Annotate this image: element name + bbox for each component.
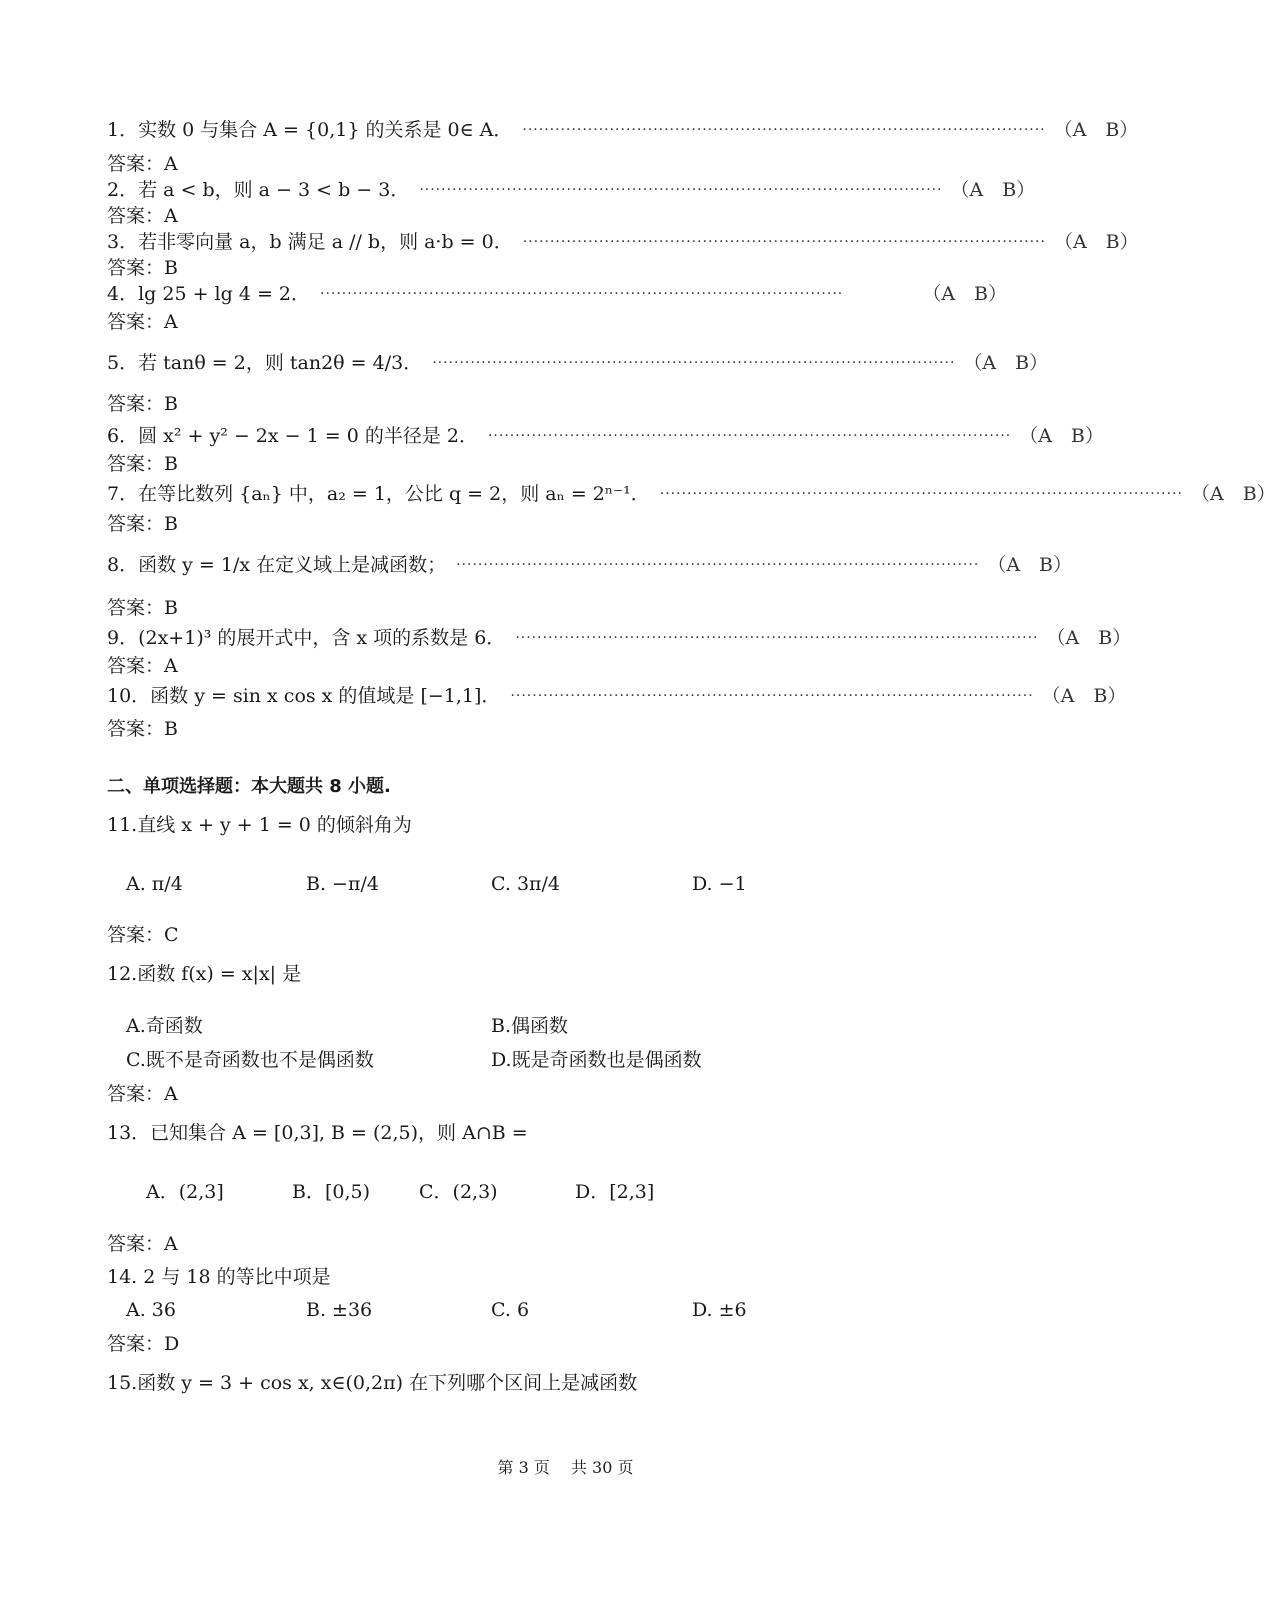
question-stem: 9．(2x+1)³ 的展开式中，含 x 项的系数是 6．: [107, 627, 506, 649]
q12-option-b: B.偶函数: [491, 1015, 569, 1037]
q11-option-c: C. 3π/4: [491, 873, 561, 895]
answer-7: 答案：B: [107, 513, 178, 535]
q13-option-c: C．(2,3): [419, 1181, 498, 1203]
tf-question-9: [107, 626, 1132, 650]
ab-choice: （A B）: [1046, 627, 1132, 649]
ab-choice: （A B）: [950, 179, 1036, 201]
question-stem: 5．若 tanθ = 2，则 tan2θ = 4/3．: [107, 352, 423, 374]
answer-5: 答案：B: [107, 393, 178, 415]
answer-3: 答案：B: [107, 257, 178, 279]
question-12-stem: 12.函数 f(x) = x|x| 是: [107, 963, 302, 985]
tf-question-6: [107, 424, 1104, 448]
q14-option-d: D. ±6: [692, 1299, 747, 1321]
tf-question-7: [107, 482, 1276, 506]
question-stem: 8．函数 y = 1/x 在定义域上是减函数；: [107, 554, 447, 576]
question-stem: 6．圆 x² + y² − 2x − 1 = 0 的半径是 2．: [107, 425, 478, 447]
q14-option-c: C. 6: [491, 1299, 530, 1321]
dot-leader: ································································································: [510, 688, 1034, 704]
q12-option-c: C.既不是奇函数也不是偶函数: [126, 1049, 374, 1071]
ab-choice: （A B）: [1190, 483, 1276, 505]
answer-1: 答案：A: [107, 153, 178, 175]
q14-option-a: A. 36: [126, 1299, 176, 1321]
dot-leader: ································································································: [659, 486, 1183, 502]
question-15-stem: 15.函数 y = 3 + cos x, x∈(0,2π) 在下列哪个区间上是减函数: [107, 1372, 638, 1394]
question-stem: 2．若 a < b，则 a − 3 < b − 3．: [107, 179, 410, 201]
q13-option-a: A．(2,3]: [146, 1181, 224, 1203]
question-stem: 10．函数 y = sin x cos x 的值域是 [−1,1]．: [107, 685, 501, 707]
question-11-stem: 11.直线 x + y + 1 = 0 的倾斜角为: [107, 814, 412, 836]
tf-question-1: [107, 118, 1139, 142]
section-heading: 二、单项选择题：本大题共 8 小题.: [107, 776, 391, 797]
q11-option-b: B. −π/4: [306, 873, 379, 895]
dot-leader: ································································································: [515, 630, 1039, 646]
dot-leader: ································································································: [456, 557, 980, 573]
answer-2: 答案：A: [107, 205, 178, 227]
tf-question-4: [107, 282, 1007, 306]
question-13-stem: 13．已知集合 A = [0,3], B = (2,5)，则 A∩B =: [107, 1122, 528, 1144]
dot-leader: ································································································: [432, 355, 956, 371]
dot-leader: ································································································: [522, 122, 1046, 138]
q11-option-a: A. π/4: [126, 873, 183, 895]
ab-choice: （A B）: [1019, 425, 1104, 447]
ab-choice: （A B）: [987, 554, 1073, 576]
ab-choice: （A B）: [963, 352, 1049, 374]
ab-choice: （A B）: [1053, 119, 1139, 141]
question-stem: 7．在等比数列 {aₙ} 中，a₂ = 1，公比 q = 2，则 aₙ = 2ⁿ⁻¹．: [107, 483, 650, 505]
q12-option-a: A.奇函数: [126, 1015, 203, 1037]
q14-option-b: B. ±36: [306, 1299, 373, 1321]
dot-leader: ································································································: [487, 428, 1012, 444]
q11-option-d: D. −1: [692, 873, 747, 895]
question-stem: 3．若非零向量 a，b 满足 a // b，则 a·b = 0．: [107, 231, 513, 253]
tf-question-8: [107, 553, 1073, 577]
dot-leader: ································································································: [320, 286, 844, 302]
answer-13: 答案：A: [107, 1233, 178, 1255]
q13-option-d: D．[2,3]: [575, 1181, 655, 1203]
tf-question-2: [107, 178, 1036, 202]
q12-option-d: D.既是奇函数也是偶函数: [491, 1049, 702, 1071]
answer-9: 答案：A: [107, 655, 178, 677]
answer-8: 答案：B: [107, 597, 178, 619]
answer-6: 答案：B: [107, 453, 178, 475]
answer-14: 答案：D: [107, 1333, 180, 1355]
tf-question-5: [107, 351, 1049, 375]
tf-question-3: [107, 230, 1139, 254]
question-stem: 4．lg 25 + lg 4 = 2．: [107, 283, 310, 305]
ab-choice: （A B）: [922, 283, 1007, 305]
answer-12: 答案：A: [107, 1083, 178, 1105]
dot-leader: ································································································: [419, 182, 943, 198]
answer-4: 答案：A: [107, 311, 178, 333]
tf-question-10: [107, 684, 1127, 708]
ab-choice: （A B）: [1041, 685, 1127, 707]
dot-leader: ································································································: [522, 234, 1046, 250]
answer-10: 答案：B: [107, 718, 178, 740]
question-stem: 1．实数 0 与集合 A = {0,1} 的关系是 0∈ A．: [107, 119, 513, 141]
ab-choice: （A B）: [1053, 231, 1139, 253]
q13-option-b: B．[0,5): [292, 1181, 371, 1203]
page-footer: 第 3 页 共 30 页: [497, 1458, 634, 1477]
answer-11: 答案：C: [107, 924, 179, 946]
question-14-stem: 14. 2 与 18 的等比中项是: [107, 1266, 331, 1288]
